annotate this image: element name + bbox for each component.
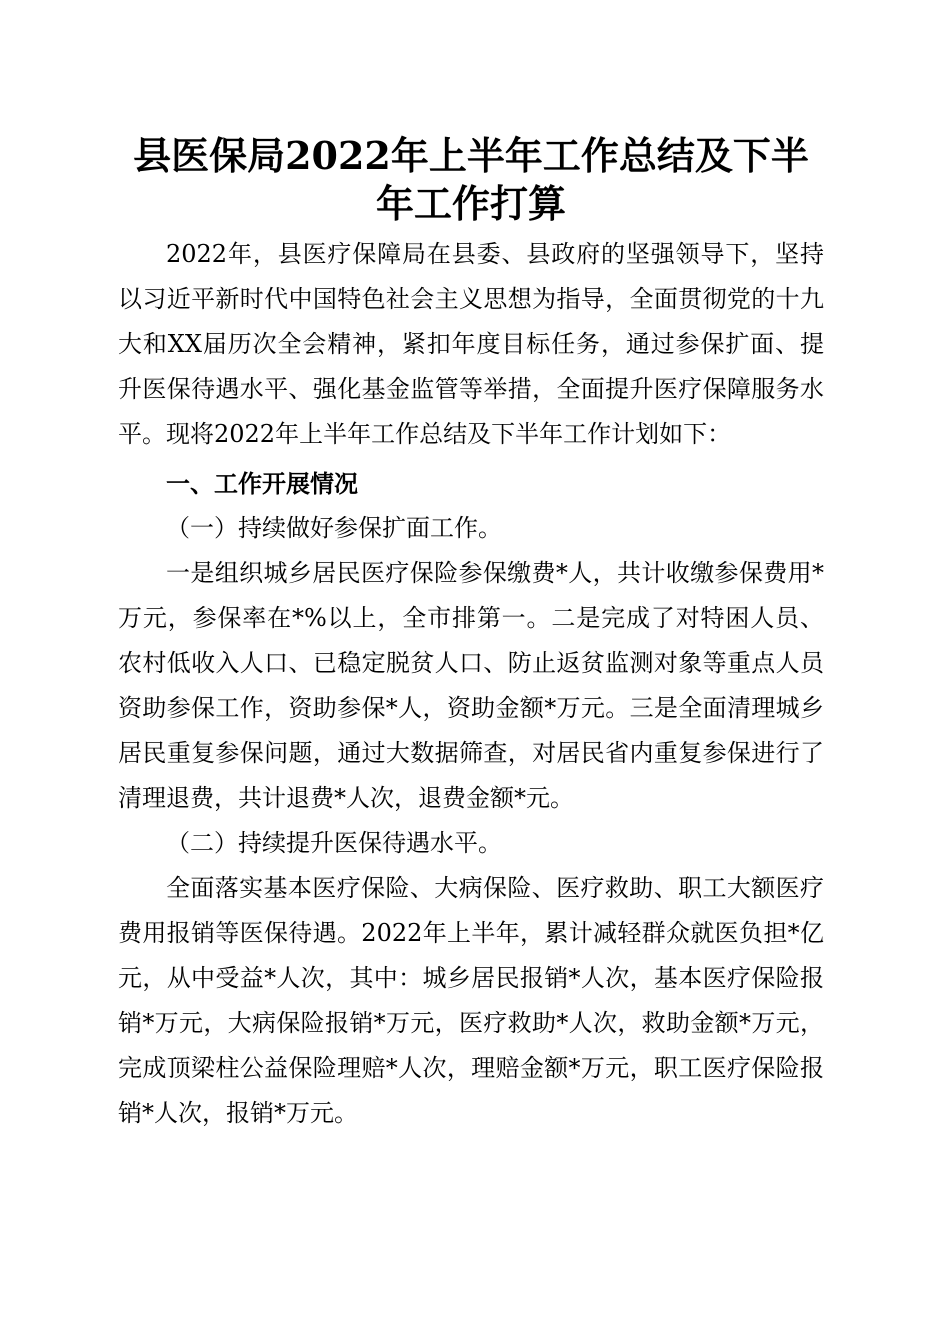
subsection-heading-benefits: （二）持续提升医保待遇水平。 [166,829,502,857]
document-page [118,132,824,1136]
subsection-heading-enrollment: （一）持续做好参保扩面工作。 [166,514,502,542]
benefits-paragraph: 全面落实基本医疗保险、大病保险、医疗救助、职工大额医疗费用报销等医保待遇。2022年上半年，累计减轻群众就医负担*亿元，从中受益*人次，其中：城乡居民报销*人次，基本医疗保险报销*万元，大病保险报销*万元，医疗救助*人次，救助金额*万元，完成顶梁柱公益保险理赔*人次，理赔金额*万元，职工医疗保险报销*人次，报销*万元。 [118,874,824,1127]
enrollment-paragraph: 一是组织城乡居民医疗保险参保缴费*人，共计收缴参保费用*万元，参保率在*%以上，全市排第一。二是完成了对特困人员、农村低收入人口、已稳定脱贫人口、防止返贫监测对象等重点人员资助参保工作，资助参保*人，资助金额*万元。三是全面清理城乡居民重复参保问题，通过大数据筛查，对居民省内重复参保进行了清理退费，共计退费*人次，退费金额*元。 [118,559,824,812]
document-title: 县医保局2022年上半年工作总结及下半年工作打算 [133,133,809,226]
section-heading-work-progress: 一、工作开展情况 [166,469,358,498]
intro-paragraph: 2022年，县医疗保障局在县委、县政府的坚强领导下，坚持以习近平新时代中国特色社会主义思想为指导，全面贯彻党的十九大和XX届历次全会精神，紧扣年度目标任务，通过参保扩面、提升医保待遇水平、强化基金监管等举措，全面提升医疗保障服务水平。现将2022年上半年工作总结及下半年工作计划如下： [118,240,824,448]
